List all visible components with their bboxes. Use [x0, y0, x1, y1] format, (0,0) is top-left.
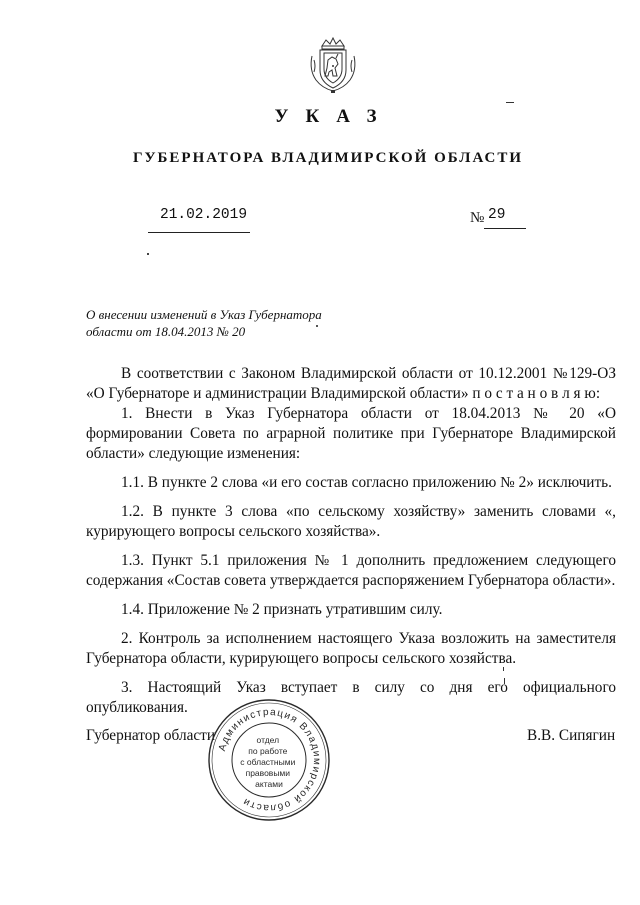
paragraph-item-1: 1. Внести в Указ Губернатора области от 18.04.2013 № 20 «О формировании Совета по аграрной политике при Губернаторе Владимирской области» следующие изменения:: [86, 405, 616, 462]
paragraph-item-1-3: 1.3. Пункт 5.1 приложения № 1 дополнить предложением следующего содержания «Состав совета утверждается распоряжением Губернатора области».: [86, 552, 616, 589]
document-heading-note: О внесении изменений в Указ Губернатора области от 18.04.2013 № 20: [86, 307, 322, 339]
stamp-ring-text: Администрация Владимирской области: [216, 706, 323, 814]
document-body: [86, 364, 616, 718]
stamp-line-3: с областными: [240, 757, 296, 767]
paragraph-item-2: 2. Контроль за исполнением настоящего Указа возложить на заместителя Губернатора области, курирующего вопросы сельского хозяйства.: [86, 630, 616, 667]
document-subtitle: ГУБЕРНАТОРА ВЛАДИМИРСКОЙ ОБЛАСТИ: [132, 150, 524, 166]
document-number: 29: [488, 207, 506, 223]
official-stamp: [206, 697, 332, 823]
coat-of-arms-icon: [308, 36, 358, 94]
scan-mark: [506, 102, 514, 103]
scan-speck: [147, 253, 149, 255]
number-underline: [484, 228, 526, 229]
paragraph-item-1-2: 1.2. В пункте 3 слова «по сельскому хозяйству» заменить словами «, курирующего вопросы сельского хозяйства».: [86, 503, 616, 540]
paragraph-item-1-4: 1.4. Приложение № 2 признать утратившим силу.: [121, 601, 443, 618]
stamp-line-5: актами: [255, 779, 283, 789]
stamp-line-1: отдел: [256, 735, 280, 745]
signature-post: Губернатор области: [86, 727, 216, 744]
date-underline: [148, 232, 250, 233]
number-sign: №: [470, 210, 485, 226]
stamp-line-4: правовыми: [245, 768, 291, 778]
svg-text:отдел по работе с обла: [240, 735, 297, 789]
document-title: УКАЗ: [274, 106, 394, 127]
signature-name: В.В. Сипягин: [527, 727, 616, 744]
paragraph-item-1-1: 1.1. В пункте 2 слова «и его состав согласно приложению № 2» исключить.: [121, 474, 612, 491]
stamp-line-2: по работе: [248, 746, 288, 756]
document-date: 21.02.2019: [160, 207, 248, 223]
paragraph-item-3: 3. Настоящий Указ вступает в силу со дня его официального опубликования.: [86, 679, 616, 716]
paragraph-preamble: В соответствии с Законом Владимирской области от 10.12.2001 №129-ОЗ «О Губернаторе и администрации Владимирской области» п о с т а н о в л я ю:: [86, 365, 616, 402]
